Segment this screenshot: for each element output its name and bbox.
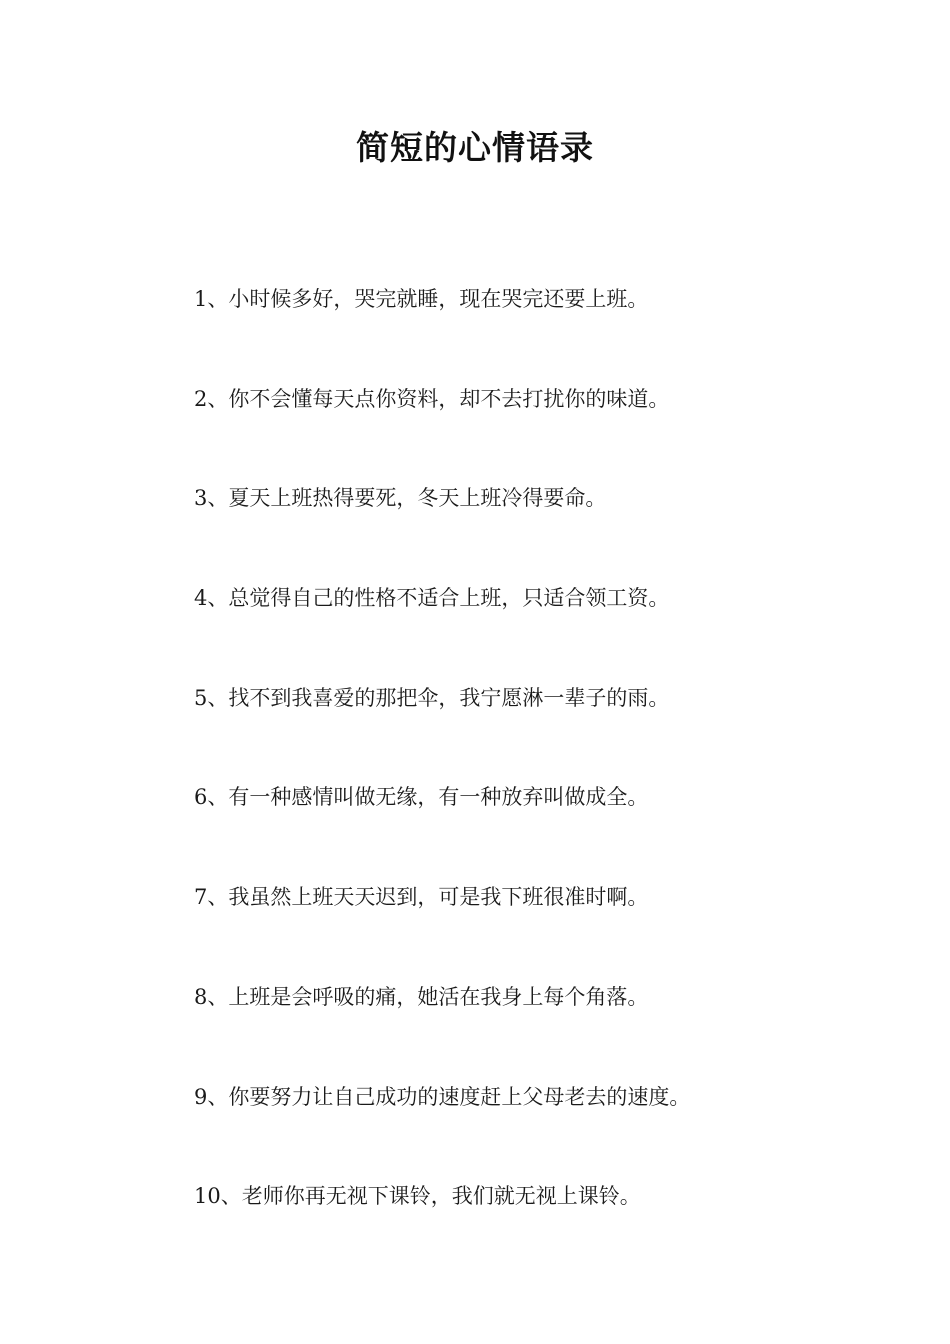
list-item: 5、找不到我喜爱的那把伞，我宁愿淋一辈子的雨。: [194, 685, 670, 710]
list-item: 8、上班是会呼吸的痛，她活在我身上每个角落。: [194, 984, 649, 1009]
page-title: 简短的心情语录: [356, 128, 594, 167]
list-item: 10、老师你再无视下课铃，我们就无视上课铃。: [194, 1184, 641, 1209]
list-item: 1、小时候多好，哭完就睡，现在哭完还要上班。: [194, 287, 649, 311]
list-item: 9、你要努力让自己成功的速度赶上父母老去的速度。: [194, 1084, 691, 1109]
list-item: 7、我虽然上班天天迟到，可是我下班很准时啊。: [194, 885, 649, 910]
quote-list: [194, 282, 894, 1279]
list-item: 4、总觉得自己的性格不适合上班，只适合领工资。: [194, 586, 670, 611]
list-item: 2、你不会懂每天点你资料，却不去打扰你的味道。: [194, 386, 670, 411]
list-item: 6、有一种感情叫做无缘，有一种放弃叫做成全。: [194, 785, 649, 810]
list-item: 3、夏天上班热得要死，冬天上班冷得要命。: [194, 486, 607, 511]
